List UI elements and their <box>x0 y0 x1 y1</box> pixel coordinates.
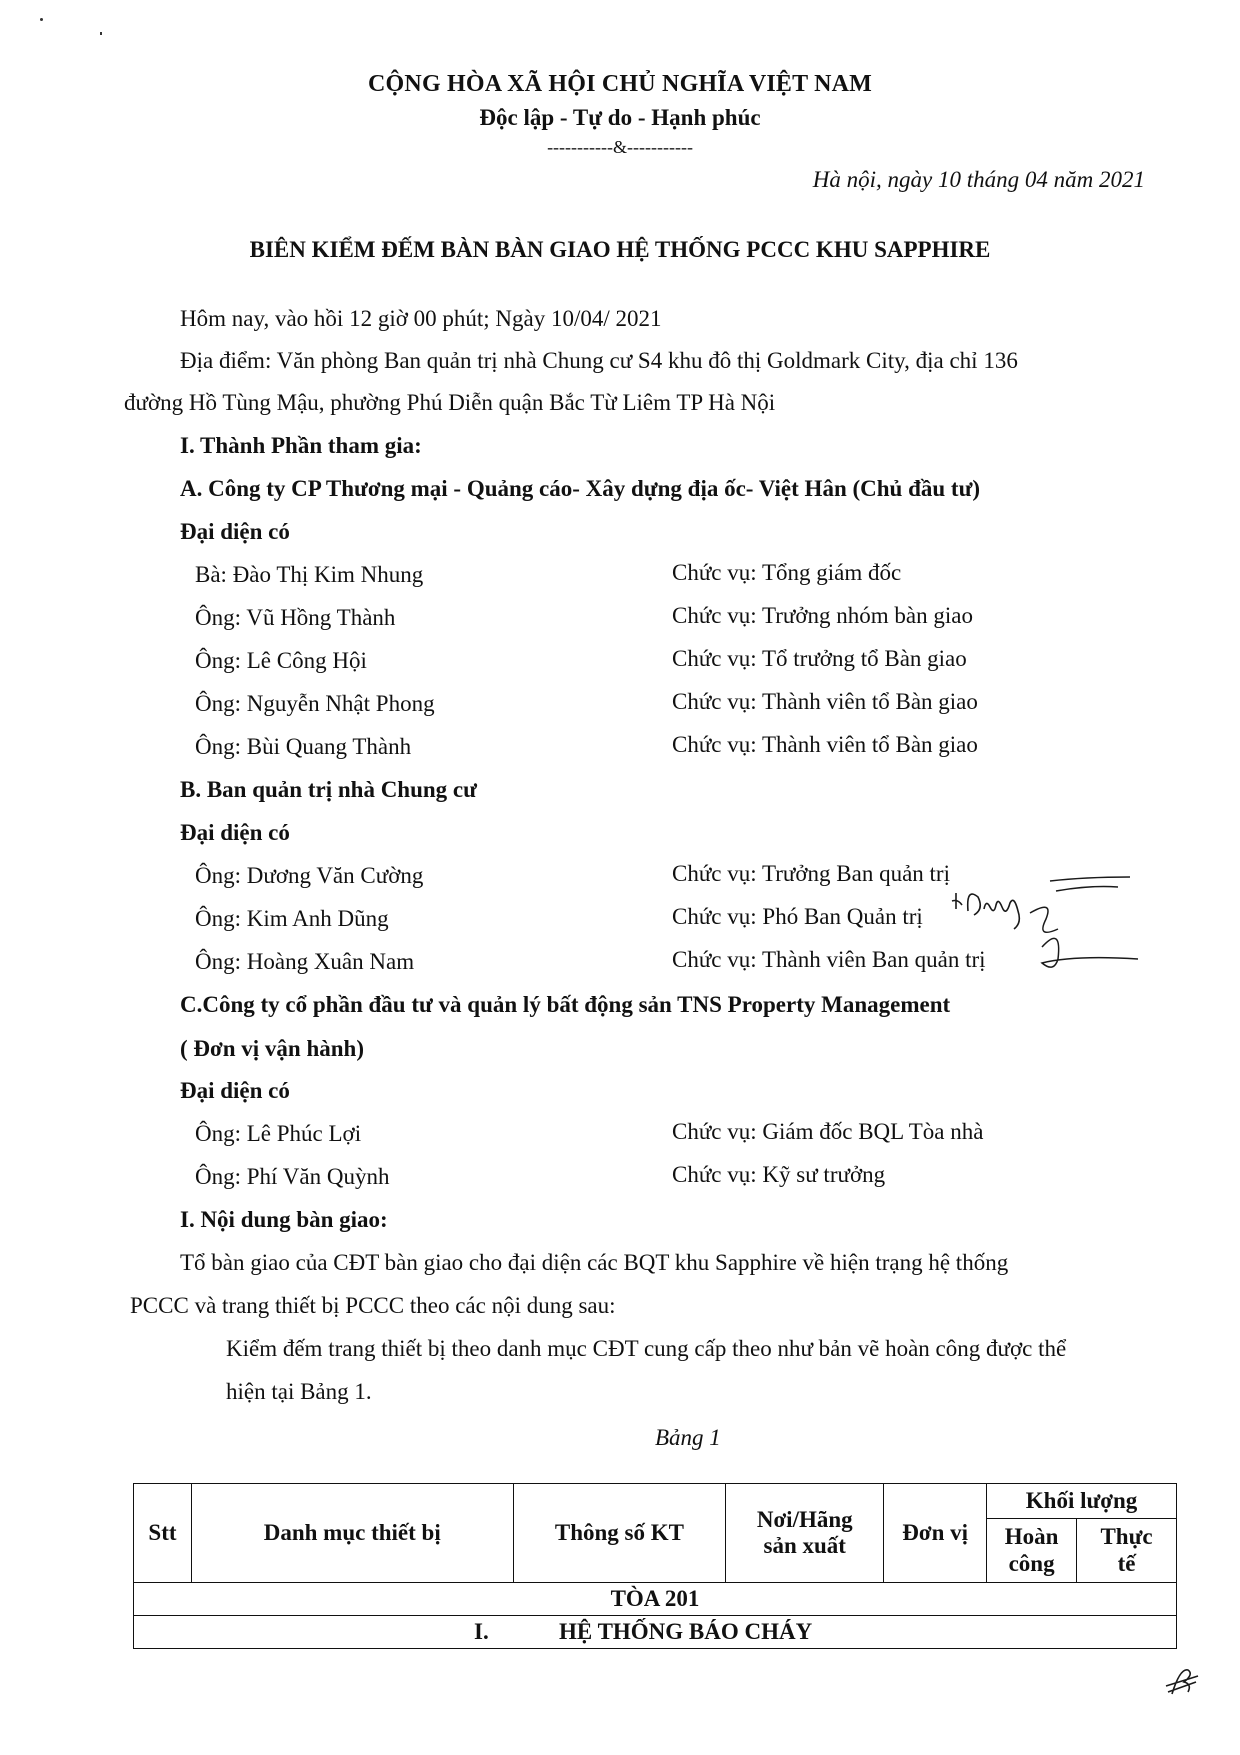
party-c-member-role: Chức vụ: Kỹ sư trưởng <box>672 1162 886 1187</box>
group-name: HỆ THỐNG BÁO CHÁY <box>559 1618 813 1644</box>
party-a-member-name: Ông: Lê Công Hội <box>195 648 367 673</box>
party-b-rep-label: Đại diện có <box>180 820 290 845</box>
party-b-member-name: Ông: Kim Anh Dũng <box>195 906 389 931</box>
header-actual <box>1077 1519 1177 1583</box>
party-c-subtitle: ( Đơn vị vận hành) <box>180 1036 365 1061</box>
header-origin-line-1: Nơi/Hãng <box>756 1506 853 1532</box>
party-a-member-name: Bà: Đào Thị Kim Nhung <box>195 562 424 587</box>
party-b-member-role: Chức vụ: Thành viên Ban quản trị <box>672 947 986 972</box>
equipment-table <box>133 1483 1177 1649</box>
party-a-rep-label: Đại diện có <box>180 519 290 544</box>
header-quantity: Khối lượng <box>987 1484 1177 1519</box>
page-initial-mark <box>1158 1660 1208 1700</box>
table-caption: Bảng 1 <box>655 1425 721 1450</box>
party-b-member-name: Ông: Dương Văn Cường <box>195 863 424 888</box>
party-c-rep-label: Đại diện có <box>180 1078 290 1103</box>
content-paragraph-1-line-2: PCCC và trang thiết bị PCCC theo các nội dung sau: <box>130 1293 616 1318</box>
party-a-member-role: Chức vụ: Trưởng nhóm bàn giao <box>672 603 973 628</box>
document-date: Hà nội, ngày 10 tháng 04 năm 2021 <box>812 167 1145 192</box>
header-done-line-1: Hoàn <box>1004 1524 1059 1550</box>
section-content-title: I. Nội dung bàn giao: <box>180 1207 388 1232</box>
party-b-title: B. Ban quản trị nhà Chung cư <box>180 777 477 802</box>
party-a-member-role: Chức vụ: Thành viên tổ Bàn giao <box>672 732 978 757</box>
party-c-member-role: Chức vụ: Giám đốc BQL Tòa nhà <box>672 1119 984 1144</box>
party-a-member-name: Ông: Vũ Hồng Thành <box>195 605 396 630</box>
party-b-member-name: Ông: Hoàng Xuân Nam <box>195 949 415 974</box>
header-unit: Đơn vị <box>884 1484 987 1583</box>
header-origin-line-2: sản xuất <box>763 1533 846 1558</box>
header-origin <box>726 1484 884 1583</box>
location-line-2: đường Hồ Tùng Mậu, phường Phú Diễn quận Bắc Từ Liêm TP Hà Nội <box>124 390 776 415</box>
group-row <box>134 1616 1177 1649</box>
party-a-member-role: Chức vụ: Tổng giám đốc <box>672 560 902 585</box>
separator: -----------&----------- <box>547 137 693 157</box>
header-actual-line-2: tế <box>1117 1550 1136 1576</box>
content-paragraph-2-line-2: hiện tại Bảng 1. <box>226 1379 372 1404</box>
header-actual-line-1: Thực <box>1100 1524 1153 1550</box>
header-item: Danh mục thiết bị <box>191 1484 513 1583</box>
content-paragraph-2-line-1: Kiểm đếm trang thiết bị theo danh mục CĐT cung cấp theo như bản vẽ hoàn công được thể <box>226 1336 1067 1361</box>
party-b-member-role: Chức vụ: Trưởng Ban quản trị <box>672 861 950 886</box>
party-a-member-role: Chức vụ: Tổ trưởng tổ Bàn giao <box>672 646 967 671</box>
party-c-member-name: Ông: Phí Văn Quỳnh <box>195 1164 390 1189</box>
handwritten-signature <box>950 855 1150 975</box>
party-a-member-role: Chức vụ: Thành viên tổ Bàn giao <box>672 689 978 714</box>
document-title: BIÊN KIỂM ĐẾM BÀN BÀN GIAO HỆ THỐNG PCCC KHU SAPPHIRE <box>249 237 991 262</box>
group-number: I. <box>474 1618 489 1644</box>
header-done-line-2: công <box>1008 1550 1055 1576</box>
party-c-member-name: Ông: Lê Phúc Lợi <box>195 1121 362 1146</box>
meeting-time: Hôm nay, vào hồi 12 giờ 00 phút; Ngày 10/04/ 2021 <box>180 306 662 331</box>
nation-title: CỘNG HÒA XÃ HỘI CHỦ NGHĨA VIỆT NAM <box>368 71 872 97</box>
content-paragraph-1-line-1: Tổ bàn giao của CĐT bàn giao cho đại diện các BQT khu Sapphire về hiện trạng hệ thống <box>180 1250 1009 1275</box>
party-b-member-role: Chức vụ: Phó Ban Quản trị <box>672 904 923 929</box>
header-stt: Stt <box>134 1484 192 1583</box>
party-c-title: C.Công ty cổ phần đầu tư và quản lý bất động sản TNS Property Management <box>180 992 951 1017</box>
header-done <box>987 1519 1077 1583</box>
party-a-member-name: Ông: Bùi Quang Thành <box>195 734 412 759</box>
scan-speck <box>40 18 43 21</box>
location-line-1: Địa điểm: Văn phòng Ban quản trị nhà Chung cư S4 khu đô thị Goldmark City, địa chỉ 136 <box>180 348 1018 373</box>
header-spec: Thông số KT <box>513 1484 726 1583</box>
party-a-title: A. Công ty CP Thương mại - Quảng cáo- Xây dựng địa ốc- Việt Hân (Chủ đầu tư) <box>180 476 981 501</box>
scan-speck <box>100 32 102 35</box>
motto: Độc lập - Tự do - Hạnh phúc <box>479 105 761 130</box>
section-participants-title: I. Thành Phần tham gia: <box>180 433 422 458</box>
party-a-member-name: Ông: Nguyễn Nhật Phong <box>195 691 435 716</box>
building-row: TÒA 201 <box>134 1583 1177 1616</box>
